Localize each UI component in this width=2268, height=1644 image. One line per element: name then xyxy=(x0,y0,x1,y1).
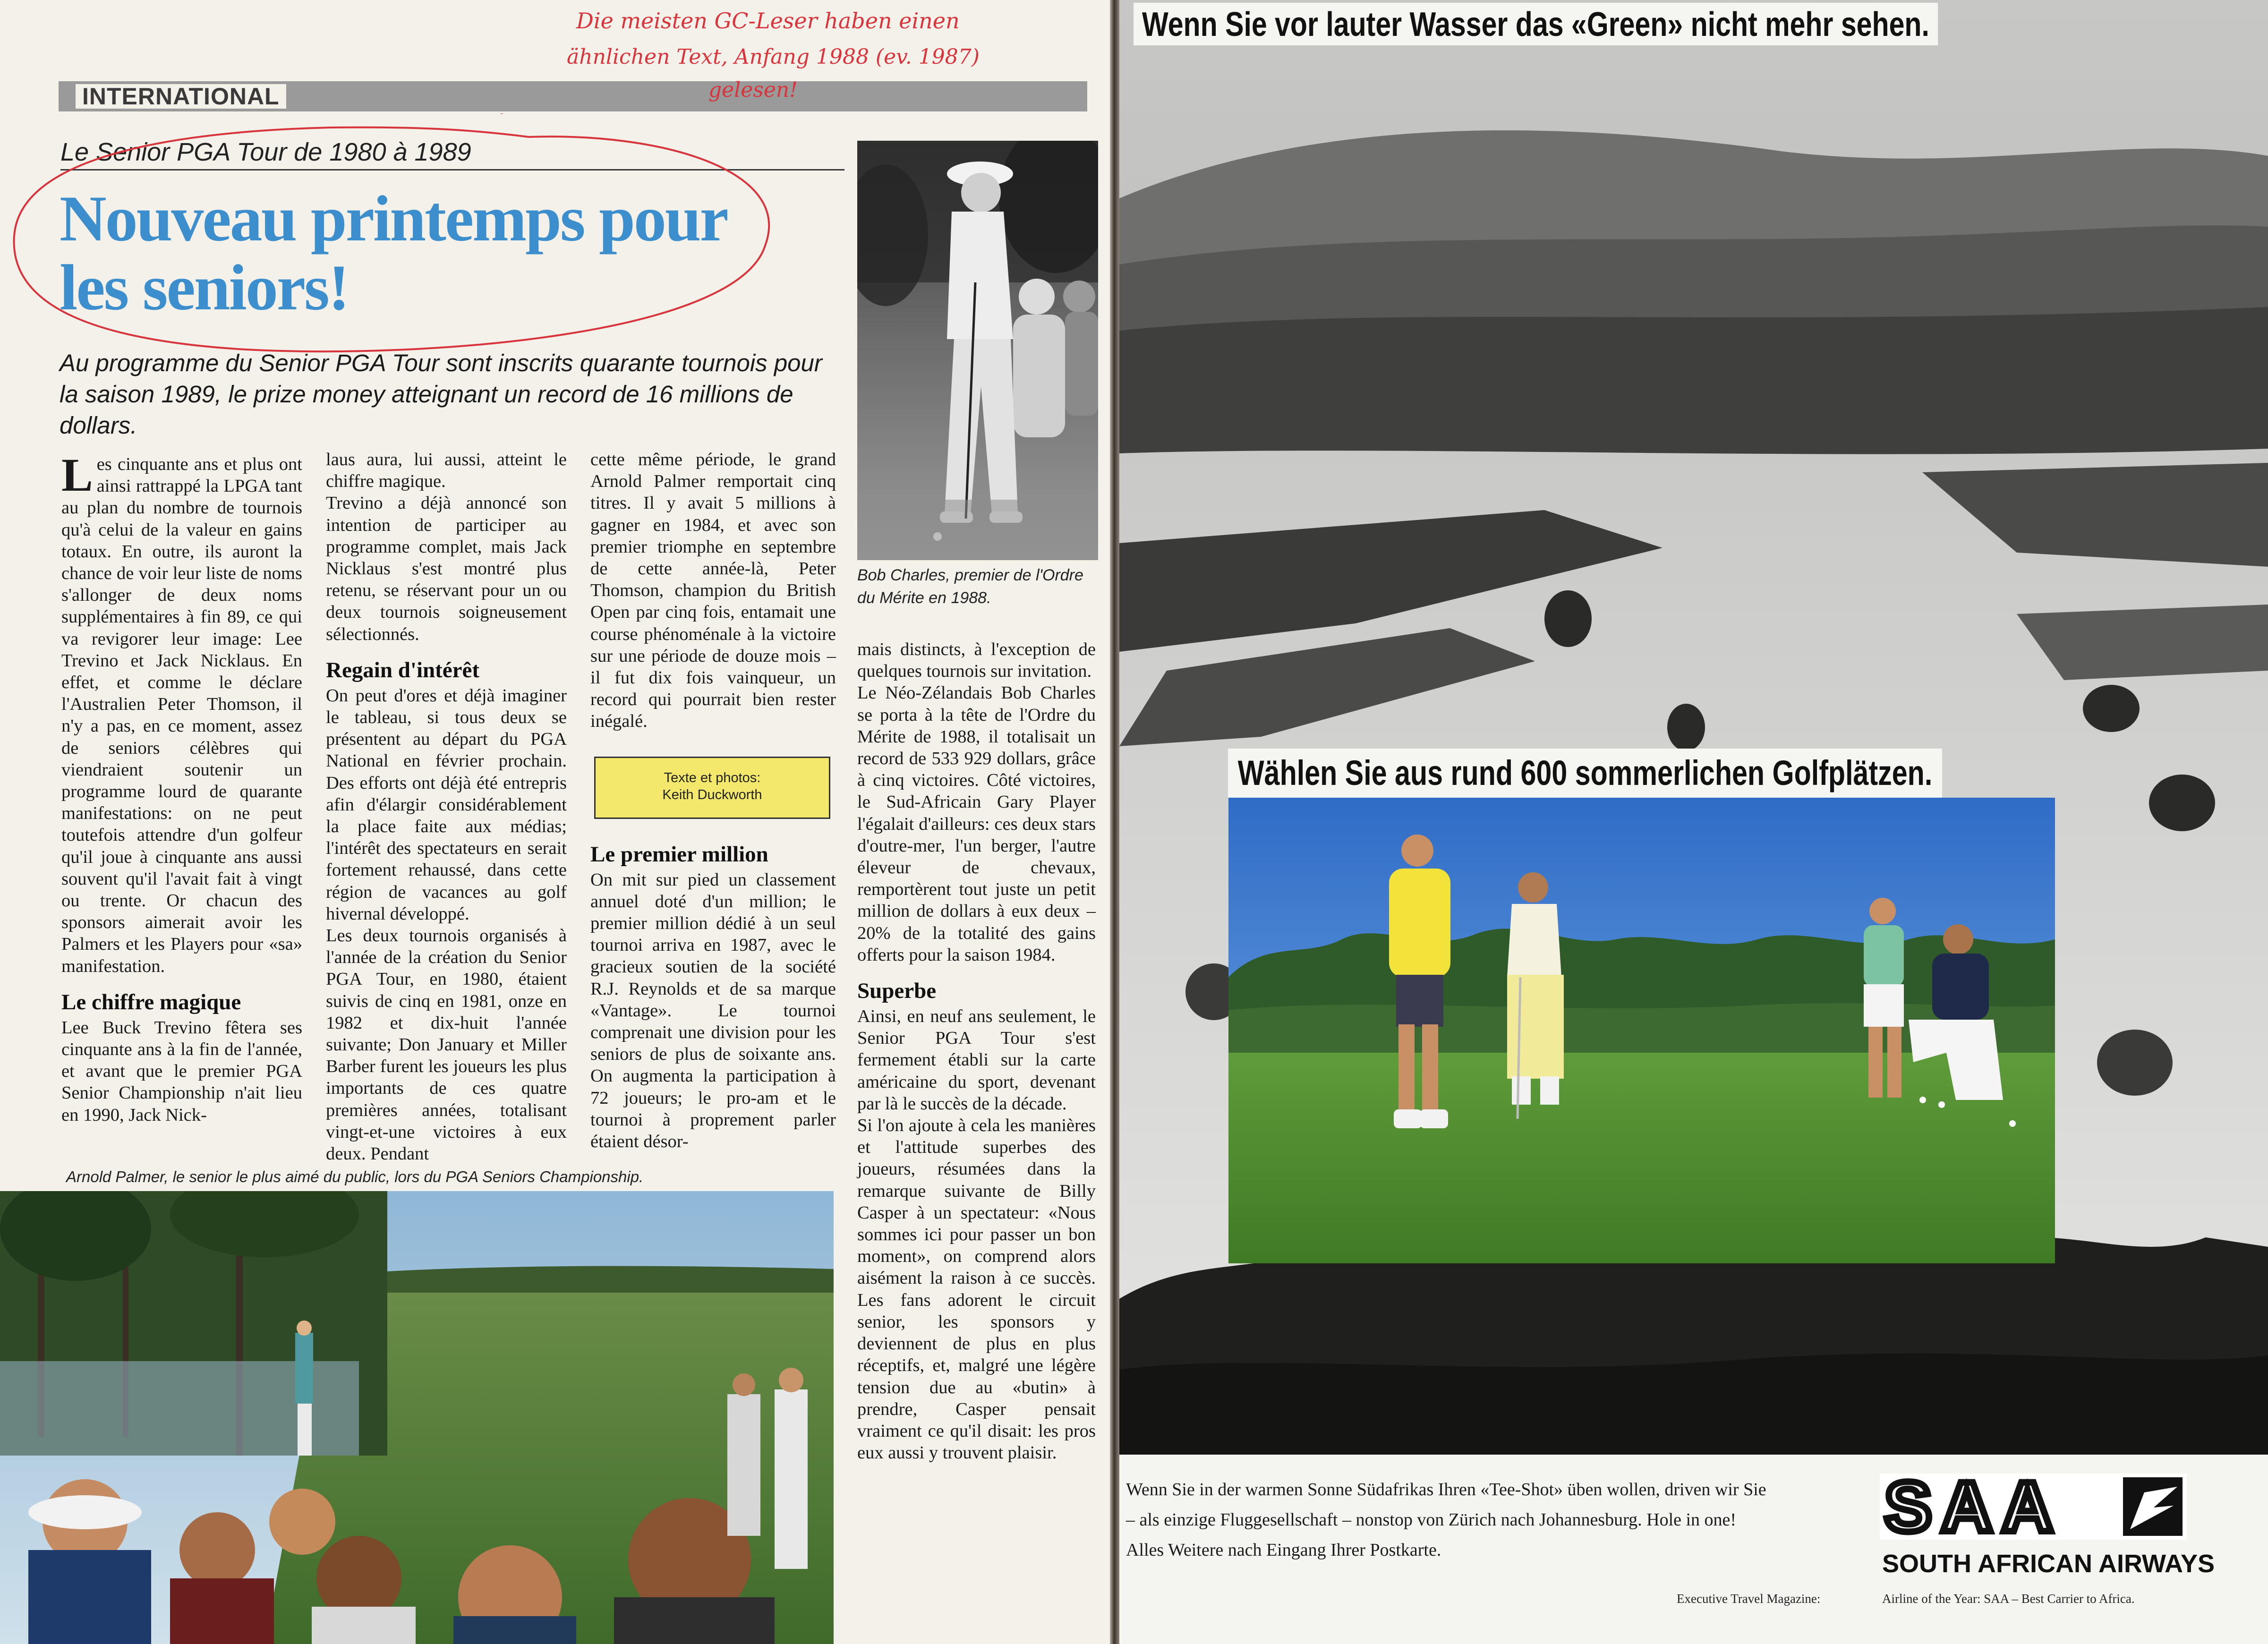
article-lead: Au programme du Senior PGA Tour sont inscrits quarante tournois pour la saison 1989, le prize money atteignant un record de 16 millions de dollars. xyxy=(60,349,822,439)
magazine-gutter xyxy=(1110,0,1119,1644)
headline-line-2: les seniors! xyxy=(60,251,349,324)
paragraph: cette même période, le grand Arnold Palmer remportait cinq titres. Il y avait 5 millions à gagner en 1984, et avec son premier triomphe en septembre de cette année-là, Peter Thomson, champion du British Open par cinq fois, entamait une course phénoménale à la victoire sur une période de douze mois – il fut dix fois vainqueur, un record qui pourrait bien rester inégalé. xyxy=(590,450,836,732)
paragraph: Ainsi, en neuf ans seulement, le Senior PGA Tour s'est fermement établi sur la carte américaine du sport, devenant par là le succès de la décade. xyxy=(857,1006,1096,1114)
ad-headline: Wenn Sie vor lauter Wasser das «Green» nicht mehr sehen. xyxy=(1134,3,1938,45)
paragraph-text: es cinquante ans et plus ont ainsi rattrappé la LPGA tant au plan du nombre de tournois qu'à celui de la valeur en gains totaux. En outre, ils auront la chance de voir leur liste de noms s'allonger de deux noms supplémentaires à fin 89, ce qui va revigorer leur image: Lee Trevino et Jack Nicklaus. En effet, et comme le déclare l'Australien Peter Thomson, il n'y a pas, en ce moment, assez de seniors célèbres qui viendraient soutenir un programme lourd de quarante manifestations: on ne peut toutefois attendre d'un golfeur qu'il joue à cinquante ans aussi souvent qu'il l'avait fait à vingt ou trente. Or chacun des sponsors aimerait avoir les Palmers et les Players pour «sa» manifestation. xyxy=(61,454,302,976)
ad-body-line-3: Alles Weitere nach Eingang Ihrer Postkarte. xyxy=(1126,1540,1441,1560)
arnold-palmer-caption: Arnold Palmer, le senior le plus aimé du public, lors du PGA Seniors Championship. xyxy=(66,1168,644,1185)
paragraph: Le Néo-Zélandais Bob Charles se porta à la tête de l'Ordre du Mérite de 1988, il totalisait un record de 533 929 dollars, grâce à cinq victoires. Côté victoires, le Sud-Africain Gary Player l'égalait d'ailleurs: ces deux stars d'outre-mer, l'un berger, l'autre éleveur de chevaux, remportèrent tout juste un petit million de dollars à eux deux – 20% de la totalité des gains offerts pour la saison 1984. xyxy=(857,683,1096,965)
ad-body-line-1: Wenn Sie in der warmen Sonne Südafrikas Ihren «Tee-Shot» üben wollen, driven wir Sie xyxy=(1126,1480,1766,1499)
article-column-1 xyxy=(61,449,302,1126)
paragraph: Lee Buck Trevino fêtera ses cinquante ans à la fin de l'année, et avant que le premier PGA Senior Championship n'ait lieu en 1990, Jack Nick- xyxy=(61,1017,302,1125)
annotation-line-2: ähnlichen Text, Anfang 1988 (ev. 1987) xyxy=(567,45,980,69)
airline-name: SOUTH AFRICAN AIRWAYS xyxy=(1882,1550,2215,1578)
paragraph: On mit sur pied un classement annuel doté d'un million; le premier million dédié à un seul tournoi arriva en 1987, avec le gracieux soutien de la société R.J. Reynolds et de sa marque «Vantage». Le tournoi comprenait une division pour les seniors de plus de soixante ans. On augmenta la participation à 72 joueurs; le pro-am et le tournoi à proprement parler étaient désor- xyxy=(590,869,836,1152)
saa-logo xyxy=(1880,1474,2187,1540)
headline-line-1: Nouveau printemps pour xyxy=(60,182,727,255)
annotation-line-1: Die meisten GC-Leser haben einen xyxy=(576,8,960,34)
award-tagline: Airline of the Year: SAA – Best Carrier to Africa. xyxy=(1882,1592,2135,1606)
ad-subheadline: Wählen Sie aus rund 600 sommerlichen Golfplätzen. xyxy=(1228,749,1942,798)
article-column-4 xyxy=(857,639,1096,1464)
annotation-circle xyxy=(0,113,803,368)
paragraph xyxy=(61,449,302,977)
paragraph: Trevino a déjà annoncé son intention de participer au programme complet, mais Jack Nicklaus s'est montré plus retenu, se réservant pour un ou deux tournois soigneusement sélectionnés. xyxy=(326,493,567,644)
subheading: Superbe xyxy=(857,979,937,1004)
subheading: Le premier million xyxy=(590,842,768,867)
article-page xyxy=(0,0,1110,1644)
annotation-line-3: gelesen! xyxy=(708,78,798,102)
paragraph: Les deux tournois organisés à l'année de la création du Senior PGA Tour, en 1980, étaient suivis de cinq en 1981, onze en 1982 et dix-huit l'année suivante; Don January et Miller Barber furent les joueurs les plus importants de ces quatre premières années, totalisant vingt-et-une victoires à eux deux. Pendant xyxy=(326,926,567,1164)
ad-body-line-2: – als einzige Fluggesellschaft – nonstop von Zürich nach Johannesburg. Hole in one! xyxy=(1126,1510,1737,1530)
photo-credit-box xyxy=(594,757,830,819)
award-source: Executive Travel Magazine: xyxy=(1677,1592,1821,1606)
section-label: INTERNATIONAL xyxy=(76,84,286,109)
ad-footer xyxy=(1119,1455,2268,1644)
saa-logo-text: SAA xyxy=(1884,1474,2063,1540)
article-column-2 xyxy=(326,449,567,1165)
golfers-inset-photo xyxy=(1228,798,2055,1263)
bob-charles-photo xyxy=(857,141,1098,560)
bob-charles-caption: Bob Charles, premier de l'Ordre du Mérite en 1988. xyxy=(857,566,1083,607)
subheading: Le chiffre magique xyxy=(61,989,241,1014)
subheading: Regain d'intérêt xyxy=(326,657,480,682)
paragraph: mais distincts, à l'exception de quelques tournois sur invitation. xyxy=(857,639,1096,681)
article-kicker: Le Senior PGA Tour de 1980 à 1989 xyxy=(60,138,471,166)
drop-cap: L xyxy=(61,449,93,501)
paragraph: Si l'on ajoute à cela les manières et l'attitude superbes des joueurs, résumées dans la remarque suivante de Billy Casper à un spectateur: «Nous sommes ici pour passer un bon moment», on comprend alors aisément la raison à ce succès. Les fans adorent le circuit senior, les sponsors y deviennent de plus en plus réceptifs, et, malgré une légère tension due au «butin» à prendre, Casper pensait vraiment ce qu'il disait: les pros eux aussi y trouvent plaisir. xyxy=(857,1116,1096,1463)
paragraph: On peut d'ores et déjà imaginer le tableau, si tous deux se présentent au départ du PGA National en février prochain. Des efforts ont déjà été entrepris afin d'élargir considérablement la place faite aux médias; l'intérêt des spectateurs en serait fortement rehaussé, dans cette région de vacances au golf hivernal développé. xyxy=(326,685,567,924)
credit-author: Keith Duckworth xyxy=(662,787,762,802)
arnold-palmer-photo xyxy=(0,1191,834,1644)
advertisement-page xyxy=(1119,0,2268,1644)
handwritten-annotation xyxy=(567,0,1100,104)
credit-label: Texte et photos: xyxy=(664,770,761,785)
ad-body-copy xyxy=(1126,1474,1863,1565)
paragraph: laus aura, lui aussi, atteint le chiffre magique. xyxy=(326,450,567,492)
